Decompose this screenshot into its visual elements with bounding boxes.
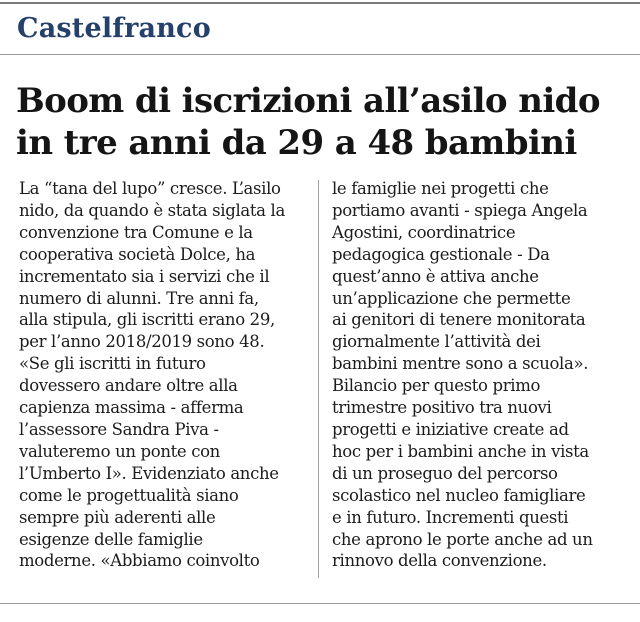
text-line: come le progettualità siano — [19, 485, 239, 505]
text-line: e in futuro. Incrementi questi — [332, 507, 569, 527]
text-line: l’assessore Sandra Piva - — [19, 419, 219, 439]
text-line: trimestre positivo tra nuovi — [332, 398, 552, 418]
text-line: progetti e iniziative create ad — [332, 419, 569, 439]
section-divider — [0, 54, 640, 55]
text-line: cooperativa società Dolce, ha — [19, 244, 256, 264]
text-line: rinnovo della convenzione. — [332, 551, 547, 571]
text-line: scolastico nel nucleo famigliare — [332, 485, 586, 505]
bottom-rule — [0, 603, 640, 604]
article-column-right — [332, 178, 632, 572]
article-column-left — [19, 178, 309, 572]
text-line: pedagogica gestionale - Da — [332, 244, 550, 264]
headline-line: in tre anni da 29 a 48 bambini — [16, 123, 577, 163]
text-line: capienza massima - afferma — [19, 398, 244, 418]
text-line: quest’anno è attiva anche — [332, 266, 539, 286]
text-line: le famiglie nei progetti che — [332, 179, 549, 198]
text-line: sempre più aderenti alle — [19, 507, 216, 527]
text-line: valuteremo un ponte con — [19, 441, 220, 461]
text-line: alla stipula, gli iscritti erano 29, — [19, 310, 275, 330]
text-line: «Se gli iscritti in futuro — [19, 354, 206, 374]
section-header — [0, 0, 640, 56]
text-line: Bilancio per questo primo — [332, 376, 541, 396]
text-line: l’Umberto I». Evidenziato anche — [19, 463, 279, 483]
headline-line: Boom di iscrizioni all’asilo nido — [16, 81, 600, 121]
text-line: La “tana del lupo” cresce. L’asilo — [19, 179, 281, 198]
text-line: moderne. «Abbiamo coinvolto — [19, 551, 260, 571]
section-label: Castelfranco — [17, 13, 211, 44]
text-line: ai genitori di tenere monitorata — [332, 310, 586, 330]
text-line: per l’anno 2018/2019 sono 48. — [19, 332, 265, 352]
text-line: giornalmente l’attività dei — [332, 332, 541, 352]
headline — [16, 80, 628, 164]
text-line: nido, da quando è stata siglata la — [19, 200, 285, 220]
text-line: esigenze delle famiglie — [19, 529, 203, 549]
text-line: convenzione tra Comune e la — [19, 222, 253, 242]
top-rule — [0, 2, 640, 4]
text-line: numero di alunni. Tre anni fa, — [19, 288, 259, 308]
text-line: bambini mentre sono a scuola». — [332, 354, 589, 374]
text-line: portiamo avanti - spiega Angela — [332, 200, 588, 220]
text-line: dovessero andare oltre alla — [19, 376, 238, 396]
column-divider — [318, 180, 319, 578]
text-line: incrementato sia i servizi che il — [19, 266, 270, 286]
text-line: di un proseguo del percorso — [332, 463, 558, 483]
text-line: hoc per i bambini anche in vista — [332, 441, 589, 461]
text-line: un’applicazione che permette — [332, 288, 571, 308]
text-line: che aprono le porte anche ad un — [332, 529, 593, 549]
text-line: Agostini, coordinatrice — [332, 222, 516, 242]
